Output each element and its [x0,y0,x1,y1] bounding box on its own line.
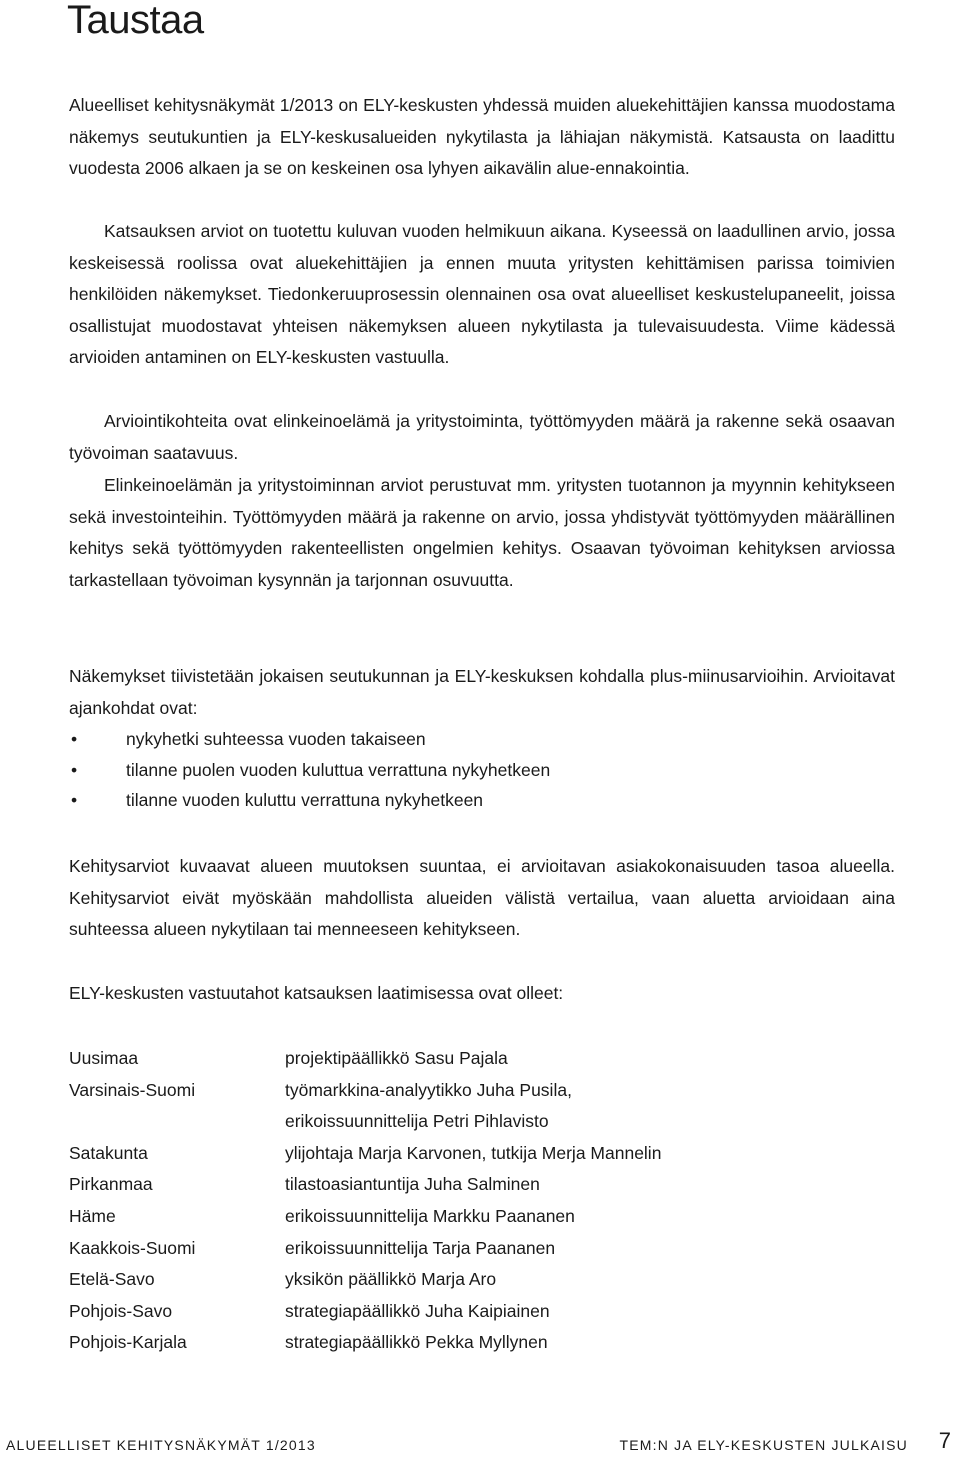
bullet-icon: • [71,729,78,749]
list-item-text: tilanne puolen vuoden kuluttua verrattuna nykyhetkeen [126,759,551,780]
table-row [69,1075,895,1107]
table-row [69,1201,895,1233]
table-row [69,1169,895,1201]
region-cell: Pohjois-Savo [69,1300,173,1321]
region-cell: Pohjois-Karjala [69,1332,187,1353]
targets-paragraph [69,406,895,469]
region-cell: Häme [69,1205,116,1226]
table-row [69,1296,895,1328]
list-item [69,755,550,786]
table-row [69,1043,895,1075]
timepoint-list [69,724,550,816]
business-paragraph-text: Elinkeinoelämän ja yritystoiminnan arviot perustuvat mm. yritysten tuotannon ja myynnin kehitykseen sekä investointeihin. Työttömyyden määrä ja rakenne on arvio, jossa yhdistyvät työttömyyden määrällinen kehitys sekä työttömyyden rakenteellisten ongelmien kehitys. Osaavan työvoiman kehityksen arviossa tarkastellaan työvoiman kysynnän ja tarjonnan osuvuutta. [69,475,895,590]
list-item [69,785,550,816]
table-row [69,1264,895,1296]
person-cell: strategiapäällikkö Juha Kaipiainen [285,1300,550,1321]
region-cell: Pirkanmaa [69,1174,153,1195]
method-paragraph [69,216,895,374]
targets-paragraph-text: Arviointikohteita ovat elinkeinoelämä ja yritystoiminta, työttömyyden määrä ja rakenne sekä osaavan työvoiman saatavuus. [69,411,895,463]
person-cell: erikoissuunnittelija Markku Paananen [285,1205,575,1226]
page-number: 7 [938,1428,951,1453]
person-cell: tilastoasiantuntija Juha Salminen [285,1174,540,1195]
method-paragraph-text: Katsauksen arviot on tuotettu kuluvan vuoden helmikuun aikana. Kyseessä on laadullinen arvio, jossa keskeisessä roolissa ovat aluekehittäjien ja ennen muuta yritysten kehittämisen parissa toimivien henkilöiden näkemykset. Tiedonkeruuprosessin olennainen osa ovat alueelliset keskustelupaneelit, joissa osallistujat muodostavat yhteisen näkemyksen alueen nykytilasta ja tulevaisuudesta. Viime kädessä arvioiden antaminen on ELY-keskusten vastuulla. [69,221,895,368]
page-footer [0,1428,960,1458]
direction-paragraph: Kehitysarviot kuvaavat alueen muutoksen suuntaa, ei arvioitavan asiakokonaisuuden tasoa alueella. Kehitysarviot eivät myöskään mahdollista alueiden välistä vertailua, vaan aluetta arvioidaan aina suhteessa alueen nykytilaan tai menneeseen kehitykseen. [69,856,895,940]
person-cell: projektipäällikkö Sasu Pajala [285,1048,508,1068]
table-row [69,1327,895,1359]
footer-publisher: TEM:N JA ELY-KESKUSTEN JULKAISU [619,1437,908,1453]
table-row [69,1106,895,1138]
table-row [69,1233,895,1265]
person-cell: strategiapäällikkö Pekka Myllynen [285,1332,548,1353]
bullet-icon: • [71,790,78,811]
region-cell: Varsinais-Suomi [69,1079,196,1100]
page-title: Taustaa [67,0,204,42]
person-cell: erikoissuunnittelija Petri Pihlavisto [285,1111,549,1132]
contacts-table [69,1043,895,1359]
footer-publication-title: ALUEELLISET KEHITYSNÄKYMÄT 1/2013 [6,1437,316,1453]
table-row [69,1138,895,1170]
list-item-text: nykyhetki suhteessa vuoden takaiseen [126,729,426,749]
list-item [69,724,550,755]
summary-paragraph: Näkemykset tiivistetään jokaisen seutukunnan ja ELY-keskuksen kohdalla plus-miinusarvioihin. Arvioitavat ajankohdat ovat: [69,666,895,718]
region-cell: Etelä-Savo [69,1269,155,1290]
person-cell: erikoissuunnittelija Tarja Paananen [285,1237,556,1258]
contacts-intro: ELY-keskusten vastuutahot katsauksen laatimisessa ovat olleet: [69,983,564,1003]
region-cell [69,1106,285,1138]
intro-paragraph: Alueelliset kehitysnäkymät 1/2013 on ELY-keskusten yhdessä muiden aluekehittäjien kanssa muodostama näkemys seutukuntien ja ELY-keskusalueiden nykytilasta ja lähiajan näkymistä. Katsausta on laadittu vuodesta 2006 alkaen ja se on keskeinen osa lyhyen aikavälin alue-ennakointia. [69,95,895,179]
region-cell: Kaakkois-Suomi [69,1237,196,1258]
person-cell: yksikön päällikkö Marja Aro [285,1269,497,1290]
region-cell: Satakunta [69,1142,148,1163]
person-cell: työmarkkina-analyytikko Juha Pusila, [285,1079,572,1100]
bullet-icon: • [71,759,78,780]
list-item-text: tilanne vuoden kuluttu verrattuna nykyhetkeen [126,790,484,811]
region-cell: Uusimaa [69,1048,139,1068]
business-paragraph [69,470,895,596]
person-cell: ylijohtaja Marja Karvonen, tutkija Merja Mannelin [285,1142,662,1163]
